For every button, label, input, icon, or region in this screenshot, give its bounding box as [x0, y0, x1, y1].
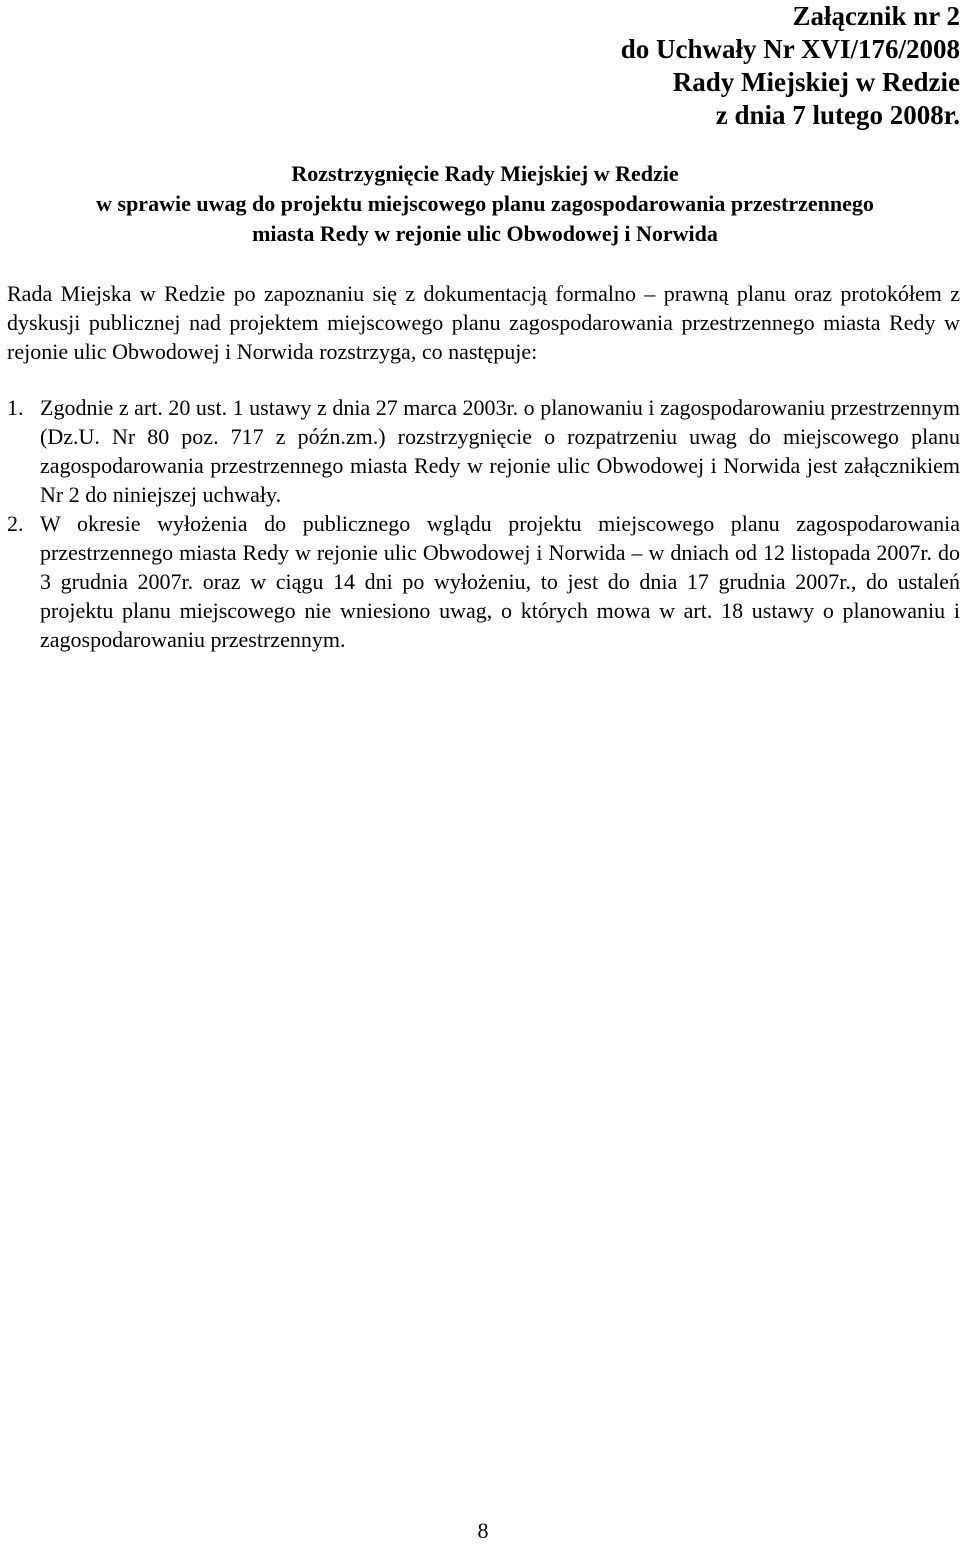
- resolution-list: [7, 393, 960, 654]
- annex-resolution: do Uchwały Nr XVI/176/2008: [620, 34, 960, 64]
- page-number: 8: [477, 1518, 489, 1543]
- document-title: [0, 159, 960, 249]
- list-item-number: 1.: [7, 395, 24, 420]
- annex-number: Załącznik nr 2: [792, 1, 960, 31]
- list-item-text: Zgodnie z art. 20 ust. 1 ustawy z dnia 27 marca 2003r. o planowaniu i zagospodarowaniu przestrzennym (Dz.U. Nr 80 poz. 717 z późn.zm.) rozstrzygnięcie o rozpatrzeniu uwag do miejscowego planu zagospodarowania przestrzennego miasta Redy w rejonie ulic Obwodowej i Norwida jest załącznikiem Nr 2 do niniejszej uchwały.: [40, 395, 960, 507]
- list-item-number: 2.: [7, 511, 24, 536]
- list-item: [7, 393, 960, 509]
- annex-header: [621, 0, 960, 132]
- list-item-text: W okresie wyłożenia do publicznego wglądu projektu miejscowego planu zagospodarowania przestrzennego miasta Redy w rejonie ulic Obwodowej i Norwida – w dniach od 12 listopada 2007r. do 3 grudnia 2007r. oraz w ciągu 14 dni po wyłożeniu, to jest do dnia 17 grudnia 2007r., do ustaleń projektu planu miejscowego nie wniesiono uwag, o których mowa w art. 18 ustawy o planowaniu i zagospodarowaniu przestrzennym.: [40, 511, 960, 652]
- title-line-2: w sprawie uwag do projektu miejscowego planu zagospodarowania przestrzennego: [96, 191, 874, 216]
- annex-council: Rady Miejskiej w Redzie: [672, 67, 960, 97]
- annex-date: z dnia 7 lutego 2008r.: [715, 100, 960, 130]
- title-line-1: Rozstrzygnięcie Rady Miejskiej w Redzie: [291, 161, 679, 186]
- title-line-3: miasta Redy w rejonie ulic Obwodowej i Norwida: [252, 221, 718, 246]
- list-item: [7, 509, 960, 654]
- intro-paragraph: Rada Miejska w Redzie po zapoznaniu się z dokumentacją formalno – prawną planu oraz protokółem z dyskusji publicznej nad projektem miejscowego planu zagospodarowania przestrzennego miasta Redy w rejonie ulic Obwodowej i Norwida rozstrzyga, co następuje:: [7, 281, 960, 364]
